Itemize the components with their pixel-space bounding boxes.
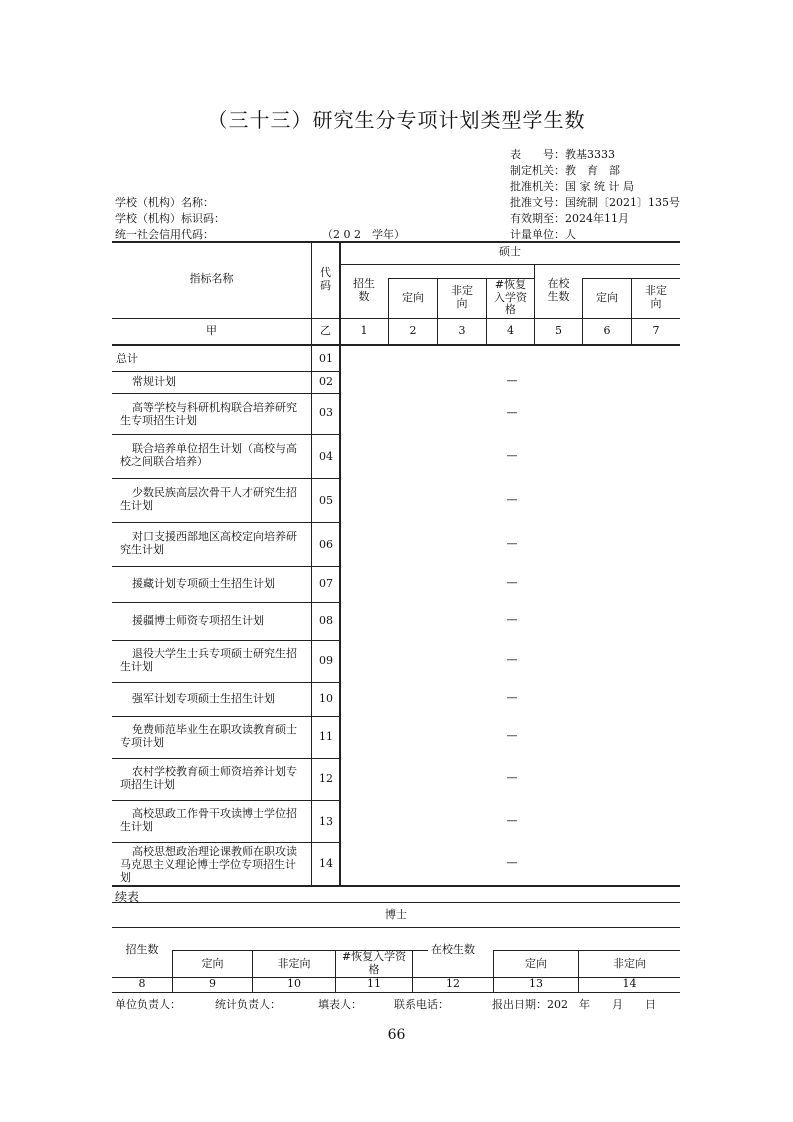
row-dash: — <box>506 771 518 784</box>
index-5: 5 <box>555 323 562 337</box>
row-code: 02 <box>319 375 333 388</box>
index-2: 2 <box>409 323 417 337</box>
header-col-6: 定向 <box>596 290 618 304</box>
row-name: 高校思想政治理论课教师在职攻读马克思主义理论博士学位专项招生计划 <box>120 845 297 885</box>
row-dash: — <box>506 449 518 462</box>
row-name: 高校思政工作骨干攻读博士学位招生计划 <box>120 807 297 834</box>
header-col-5: 在校生数 <box>547 277 570 303</box>
row-code: 09 <box>319 654 333 667</box>
row-code: 14 <box>319 857 333 870</box>
header-col-2: 定向 <box>402 290 424 304</box>
row-dash: — <box>506 374 518 387</box>
validity-date: 有效期至：2024年11月 <box>510 212 629 225</box>
header-indicator-name: 指标名称 <box>189 272 234 286</box>
row-code: 10 <box>319 692 333 705</box>
row-name: 总计 <box>116 352 138 365</box>
cont-index-12: 12 <box>446 977 460 991</box>
cont-index-11: 11 <box>367 977 381 991</box>
row-name: 援疆博士师资专项招生计划 <box>132 614 264 627</box>
row-code: 03 <box>319 406 333 419</box>
continued-label: 续表 <box>115 890 140 904</box>
row-dash: — <box>506 691 518 704</box>
page-number: 66 <box>387 1027 406 1043</box>
row-name: 高等学校与科研机构联合培养研究生专项招生计划 <box>120 401 297 428</box>
school-name-label: 学校（机构）名称： <box>115 196 214 209</box>
row-name: 少数民族高层次骨干人才研究生招生计划 <box>120 486 297 513</box>
cont-index-14: 14 <box>622 977 637 991</box>
header-doctor: 博士 <box>385 907 407 921</box>
cont-index-10: 10 <box>287 977 301 991</box>
footer-filler: 填表人： <box>318 998 362 1011</box>
header-col-1: 招生数 <box>353 277 375 303</box>
form-number: 表 号：教基3333 <box>510 148 615 161</box>
footer-phone: 联系电话： <box>394 998 449 1011</box>
row-name: 援藏计划专项硕士生招生计划 <box>132 577 275 590</box>
index-3: 3 <box>458 323 466 337</box>
row-dash: — <box>506 814 518 827</box>
row-code: 12 <box>319 772 333 785</box>
school-id-label: 学校（机构）标识码： <box>115 212 225 225</box>
index-4: 4 <box>507 323 514 337</box>
row-code: 13 <box>319 815 333 828</box>
row-dash: — <box>506 493 518 506</box>
row-name: 对口支援西部地区高校定向培养研究生计划 <box>120 530 297 557</box>
cont-header-col-12: 在校生数 <box>431 942 475 956</box>
footer-stats-head: 统计负责人： <box>215 998 281 1011</box>
row-dash: — <box>506 406 518 419</box>
cont-header-col-14: 非定向 <box>613 956 646 970</box>
row-dash: — <box>506 729 518 742</box>
row-code: 07 <box>319 577 333 590</box>
index-1: 1 <box>360 323 368 337</box>
school-year-label: （2 0 2 学年） <box>322 228 405 241</box>
row-dash: — <box>506 653 518 666</box>
row-code: 06 <box>319 538 333 551</box>
cont-header-col-10: 非定向 <box>277 956 311 970</box>
row-name: 联合培养单位招生计划（高校与高校之间联合培养） <box>120 442 297 469</box>
credit-code-label: 统一社会信用代码： <box>115 228 214 241</box>
unit-of-measure: 计量单位：人 <box>510 228 576 241</box>
index-7: 7 <box>652 323 660 337</box>
cont-index-9: 9 <box>209 977 216 991</box>
row-dash: — <box>506 613 518 626</box>
header-col-7: 非定向 <box>645 284 667 310</box>
footer-unit-head: 单位负责人： <box>115 998 181 1011</box>
row-code: 11 <box>319 730 333 743</box>
row-dash: — <box>506 576 518 589</box>
index-yi: 乙 <box>320 323 331 337</box>
row-code: 01 <box>319 352 333 365</box>
row-code: 08 <box>319 614 333 627</box>
cont-index-13: 13 <box>529 977 543 991</box>
row-name: 退役大学生士兵专项硕士研究生招生计划 <box>120 647 297 674</box>
row-code: 05 <box>319 494 333 507</box>
row-code: 04 <box>319 450 333 463</box>
header-master: 硕士 <box>499 245 521 259</box>
row-name: 常规计划 <box>132 375 176 388</box>
issuing-authority: 制定机关：教 育 部 <box>510 164 620 177</box>
cont-header-col-9: 定向 <box>201 956 224 970</box>
index-6: 6 <box>603 323 611 337</box>
header-col-3: 非定向 <box>451 284 473 310</box>
approval-document: 批准文号：国统制〔2021〕135号 <box>510 196 680 209</box>
cont-header-col-8: 招生数 <box>125 942 159 956</box>
index-jia: 甲 <box>206 323 217 337</box>
cont-index-8: 8 <box>138 977 146 991</box>
cont-header-col-11: #恢复入学资格 <box>341 950 407 976</box>
cont-header-col-13: 定向 <box>525 956 547 970</box>
page-title: （三十三）研究生分专项计划类型学生数 <box>207 108 586 132</box>
row-name: 农村学校教育硕士师资培养计划专项招生计划 <box>120 765 297 792</box>
row-dash: — <box>506 856 518 869</box>
row-name: 免费师范毕业生在职攻读教育硕士专项计划 <box>120 723 297 750</box>
row-name: 强军计划专项硕士生招生计划 <box>132 692 275 705</box>
row-dash: — <box>506 537 518 550</box>
approval-authority: 批准机关：国 家 统 计 局 <box>510 180 634 193</box>
footer-report-date: 报出日期：202 年 月 日 <box>492 998 656 1011</box>
header-col-4: #恢复入学资格 <box>494 278 527 317</box>
header-code: 代码 <box>320 265 331 292</box>
